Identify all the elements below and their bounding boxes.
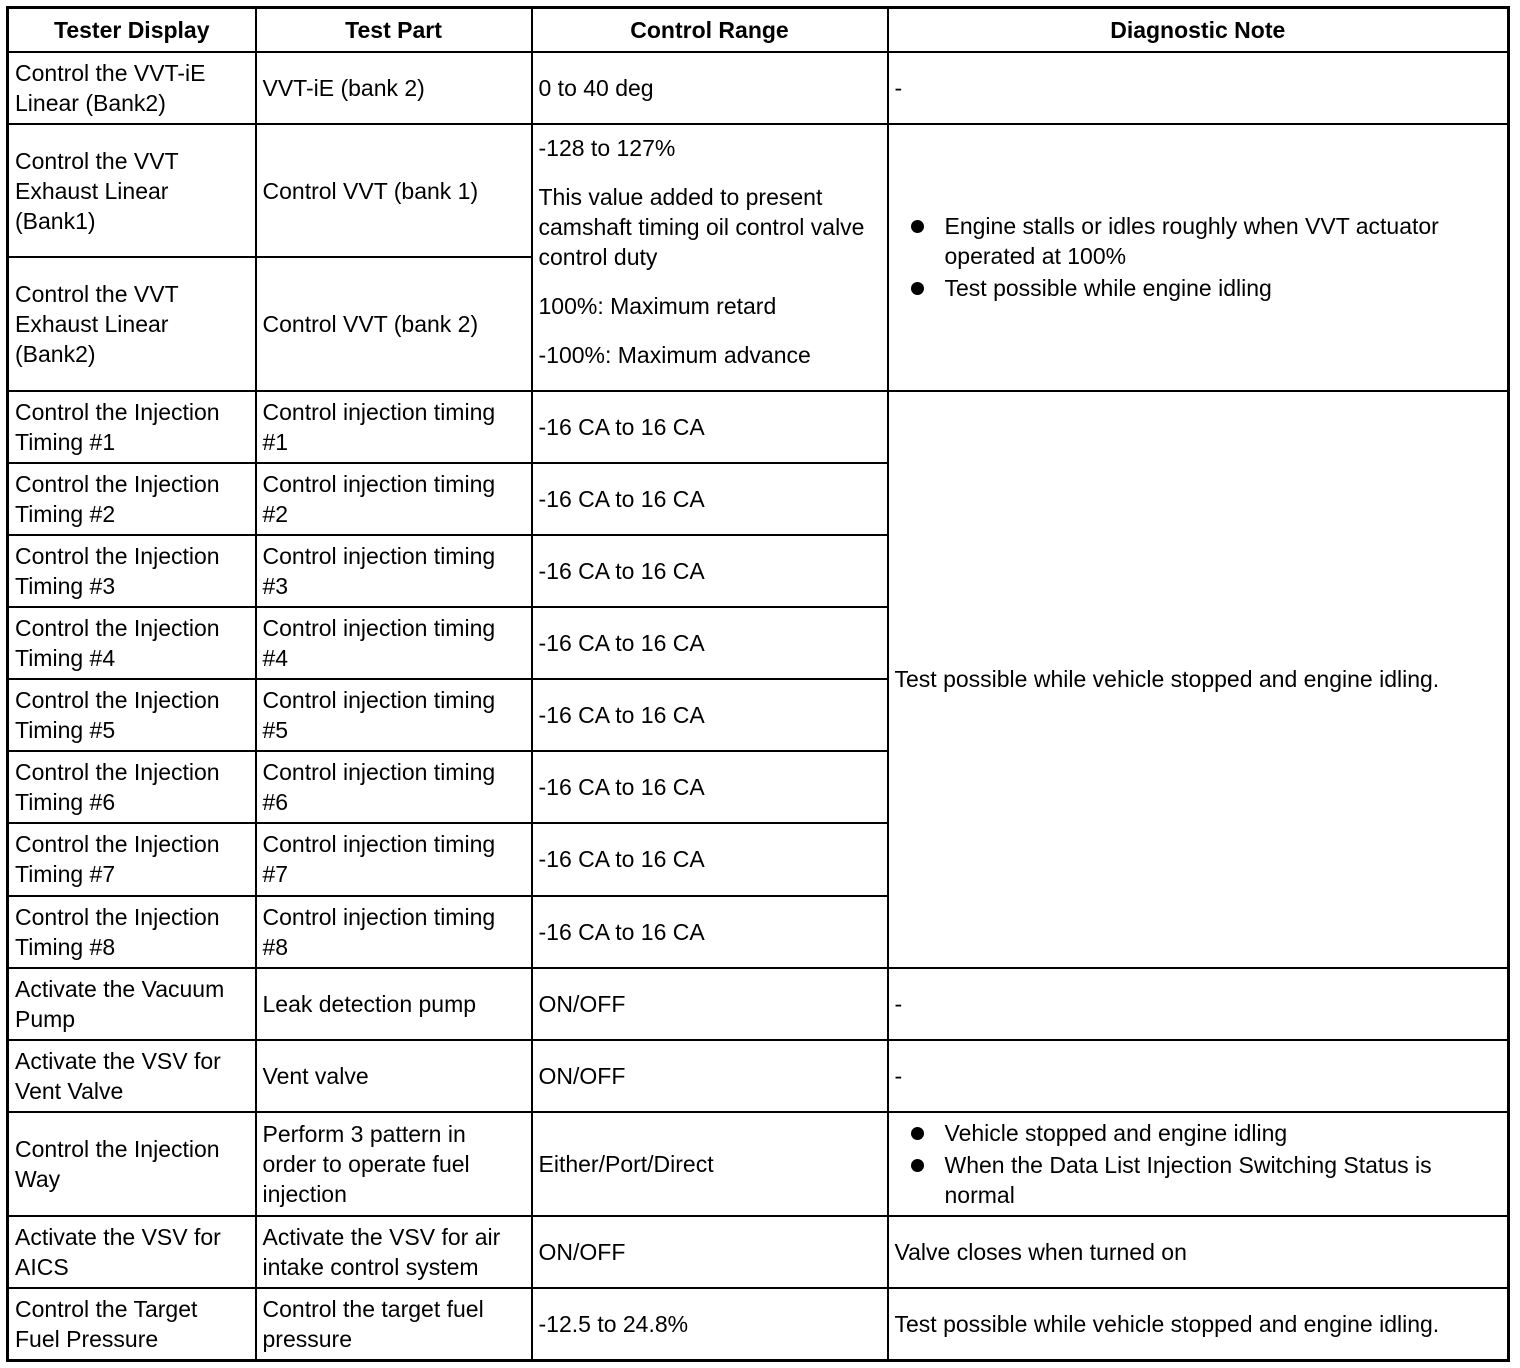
injection-way-note-cell — [888, 1112, 1509, 1216]
injection-timing-note-cell: Test possible while vehicle stopped and engine idling. — [888, 391, 1509, 968]
test-part-cell: Leak detection pump — [256, 968, 532, 1040]
tester-display-cell: Control the Injection Timing #4 — [8, 607, 256, 679]
control-range-cell: -16 CA to 16 CA — [532, 535, 888, 607]
test-part-cell: Control injection timing #7 — [256, 823, 532, 895]
vvt-max-retard: 100%: Maximum retard — [538, 293, 777, 320]
table-row — [8, 968, 1509, 1040]
table-row — [8, 391, 1509, 463]
diagnostic-note-cell: - — [888, 52, 1509, 124]
vvt-diagnostic-note-cell — [888, 124, 1509, 391]
control-range-cell: ON/OFF — [532, 1040, 888, 1112]
vvt-control-range-cell — [532, 124, 888, 391]
test-part-cell: VVT-iE (bank 2) — [256, 52, 532, 124]
bullet-icon — [911, 220, 924, 233]
bullet-icon — [911, 282, 924, 295]
header-diagnostic-note: Diagnostic Note — [888, 8, 1509, 53]
tester-display-cell: Control the VVT Exhaust Linear (Bank1) — [8, 124, 256, 257]
table-row — [8, 1040, 1509, 1112]
table-row — [8, 1288, 1509, 1360]
table-row — [8, 124, 1509, 257]
bullet-icon — [911, 1127, 924, 1140]
tester-display-cell: Control the Injection Way — [8, 1112, 256, 1216]
control-range-cell: -16 CA to 16 CA — [532, 896, 888, 968]
control-range-cell: ON/OFF — [532, 968, 888, 1040]
control-range-cell: -16 CA to 16 CA — [532, 607, 888, 679]
list-item: Engine stalls or idles roughly when VVT actuator operated at 100% — [895, 211, 1502, 271]
test-part-cell: Activate the VSV for air intake control system — [256, 1216, 532, 1288]
control-range-cell: -16 CA to 16 CA — [532, 823, 888, 895]
tester-display-cell: Activate the VSV for AICS — [8, 1216, 256, 1288]
test-part-cell: Control VVT (bank 1) — [256, 124, 532, 257]
vvt-note-list — [895, 211, 1502, 303]
table-row — [8, 1216, 1509, 1288]
tester-display-cell: Control the Injection Timing #7 — [8, 823, 256, 895]
tester-display-cell: Activate the Vacuum Pump — [8, 968, 256, 1040]
test-part-cell: Perform 3 pattern in order to operate fuel injection — [256, 1112, 532, 1216]
test-part-cell: Control the target fuel pressure — [256, 1288, 532, 1360]
control-range-cell: -16 CA to 16 CA — [532, 679, 888, 751]
diagnostic-note-cell: Test possible while vehicle stopped and engine idling. — [888, 1288, 1509, 1360]
header-tester-display: Tester Display — [8, 8, 256, 53]
control-range-cell: ON/OFF — [532, 1216, 888, 1288]
list-item: Vehicle stopped and engine idling — [895, 1118, 1502, 1148]
active-test-table — [6, 6, 1510, 1362]
diagnostic-note-cell: - — [888, 1040, 1509, 1112]
test-part-cell: Control injection timing #8 — [256, 896, 532, 968]
tester-display-cell: Control the VVT Exhaust Linear (Bank2) — [8, 257, 256, 390]
tester-display-cell: Control the Target Fuel Pressure — [8, 1288, 256, 1360]
injection-way-note-list — [895, 1118, 1502, 1210]
diagnostic-note-cell: - — [888, 968, 1509, 1040]
vvt-range-value: -128 to 127% — [538, 135, 676, 162]
test-part-cell: Control injection timing #2 — [256, 463, 532, 535]
tester-display-cell: Control the Injection Timing #2 — [8, 463, 256, 535]
header-control-range: Control Range — [532, 8, 888, 53]
tester-display-cell: Control the Injection Timing #8 — [8, 896, 256, 968]
table-row — [8, 52, 1509, 124]
control-range-cell: -16 CA to 16 CA — [532, 463, 888, 535]
control-range-cell: Either/Port/Direct — [532, 1112, 888, 1216]
header-test-part: Test Part — [256, 8, 532, 53]
table-row — [8, 1112, 1509, 1216]
vvt-range-description: This value added to present camshaft timing oil control valve control duty — [538, 184, 865, 271]
test-part-cell: Vent valve — [256, 1040, 532, 1112]
bullet-icon — [911, 1159, 924, 1172]
test-part-cell: Control injection timing #4 — [256, 607, 532, 679]
test-part-cell: Control injection timing #5 — [256, 679, 532, 751]
control-range-cell: 0 to 40 deg — [532, 52, 888, 124]
control-range-cell: -12.5 to 24.8% — [532, 1288, 888, 1360]
header-row — [8, 8, 1509, 53]
tester-display-cell: Activate the VSV for Vent Valve — [8, 1040, 256, 1112]
tester-display-cell: Control the Injection Timing #1 — [8, 391, 256, 463]
test-part-cell: Control injection timing #3 — [256, 535, 532, 607]
test-part-cell: Control injection timing #6 — [256, 751, 532, 823]
control-range-cell: -16 CA to 16 CA — [532, 751, 888, 823]
tester-display-cell: Control the VVT-iE Linear (Bank2) — [8, 52, 256, 124]
control-range-cell: -16 CA to 16 CA — [532, 391, 888, 463]
list-item: When the Data List Injection Switching Status is normal — [895, 1150, 1502, 1210]
tester-display-cell: Control the Injection Timing #5 — [8, 679, 256, 751]
vvt-max-advance: -100%: Maximum advance — [538, 342, 811, 369]
list-item: Test possible while engine idling — [895, 273, 1502, 303]
tester-display-cell: Control the Injection Timing #3 — [8, 535, 256, 607]
test-part-cell: Control injection timing #1 — [256, 391, 532, 463]
diagnostic-note-cell: Valve closes when turned on — [888, 1216, 1509, 1288]
tester-display-cell: Control the Injection Timing #6 — [8, 751, 256, 823]
test-part-cell: Control VVT (bank 2) — [256, 257, 532, 390]
